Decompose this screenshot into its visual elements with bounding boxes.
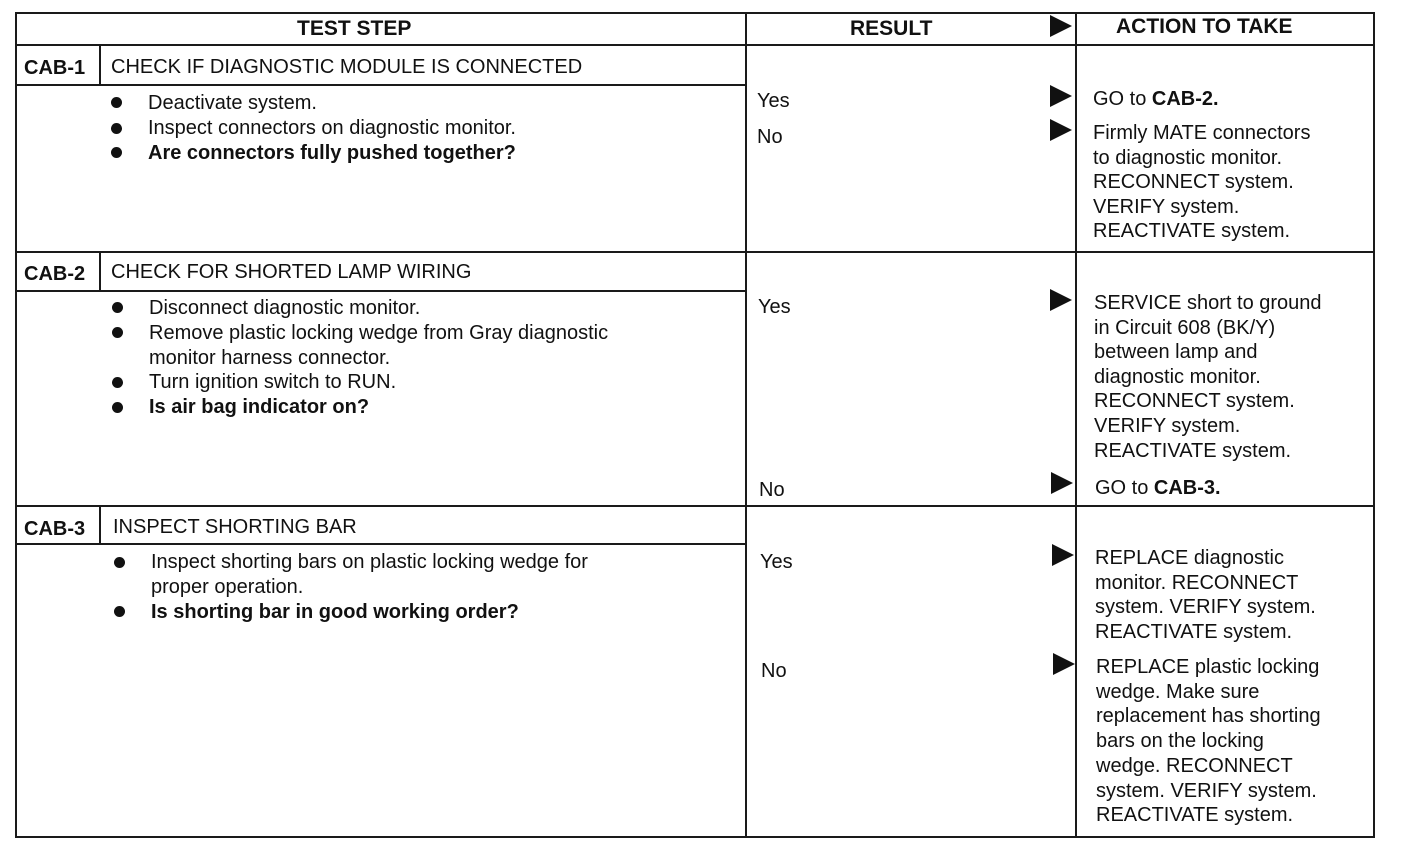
step-question: Is shorting bar in good working order? [151,601,519,623]
step-code: CAB-1 [24,57,86,79]
bullet-icon [112,327,123,338]
action-goto-step: CAB-3. [1153,477,1221,499]
action-text: Firmly MATE connectors to diagnostic monitor. RECONNECT system. VERIFY system. REACTIVATE system. [1093,122,1311,242]
step-separator-1 [15,251,1375,253]
header-result: RESULT [850,17,933,40]
result-arrow-icon [1053,653,1075,675]
result-arrow-icon [1050,289,1072,311]
bullet-icon [114,606,125,617]
result-arrow-icon [1050,119,1072,141]
table-border-right [1373,12,1375,838]
result-arrow-icon [1052,544,1074,566]
table-border-top [15,12,1375,14]
action-text [1095,476,1221,500]
action-goto-step: CAB-2. [1151,88,1219,110]
code-cell-divider-2 [99,253,101,291]
action-text: SERVICE short to ground in Circuit 608 (BK/Y) between lamp and diagnostic monitor. RECONNECT system. VERIFY system. REACTIVATE system. [1094,292,1322,462]
step-title: INSPECT SHORTING BAR [113,516,357,538]
result-label: Yes [758,296,791,318]
action-text: REPLACE diagnostic monitor. RECONNECT system. VERIFY system. REACTIVATE system. [1095,547,1316,643]
step-question: Are connectors fully pushed together? [148,142,516,164]
result-arrow-icon [1051,472,1073,494]
header-test-step: TEST STEP [297,17,412,40]
action-text-prefix: GO to [1095,477,1154,499]
step-title-divider-2 [15,290,746,292]
bullet-icon [114,557,125,568]
bullet-icon [112,302,123,313]
bullet-icon [111,123,122,134]
step-title: CHECK IF DIAGNOSTIC MODULE IS CONNECTED [111,56,583,78]
code-cell-divider-3 [99,507,101,544]
result-arrow-icon [1050,85,1072,107]
result-label: No [761,660,787,682]
step-instruction: Deactivate system. [148,92,317,114]
header-action-to-take: ACTION TO TAKE [1116,15,1293,38]
step-title: CHECK FOR SHORTED LAMP WIRING [111,261,472,283]
code-cell-divider-1 [99,46,101,85]
step-separator-2 [15,505,1375,507]
step-instruction: Inspect shorting bars on plastic locking wedge for proper operation. [151,551,588,598]
table-border-left [15,12,17,838]
result-label: No [759,479,785,501]
result-label: No [757,126,783,148]
bullet-icon [112,377,123,388]
step-code: CAB-2 [24,263,86,285]
step-title-divider-1 [15,84,746,86]
step-title-divider-3 [15,543,746,545]
result-label: Yes [757,90,790,112]
result-label: Yes [760,551,793,573]
step-question: Is air bag indicator on? [149,396,370,418]
step-instruction: Turn ignition switch to RUN. [149,371,397,393]
column-divider-action [1075,12,1077,838]
bullet-icon [112,402,123,413]
table-border-bottom [15,836,1375,838]
bullet-icon [111,147,122,158]
column-divider-result [745,12,747,838]
step-code: CAB-3 [24,518,86,540]
step-instruction: Inspect connectors on diagnostic monitor. [148,117,516,139]
header-arrow-icon [1050,15,1072,37]
action-text: REPLACE plastic locking wedge. Make sure replacement has shorting bars on the locking wedge. RECONNECT system. VERIFY system. REACTIVATE system. [1096,656,1321,827]
header-divider [15,44,1375,46]
step-instruction: Disconnect diagnostic monitor. [149,297,421,319]
bullet-icon [111,97,122,108]
action-text [1093,87,1219,111]
step-instruction: Remove plastic locking wedge from Gray diagnostic monitor harness connector. [149,322,609,369]
action-text-prefix: GO to [1093,88,1152,110]
